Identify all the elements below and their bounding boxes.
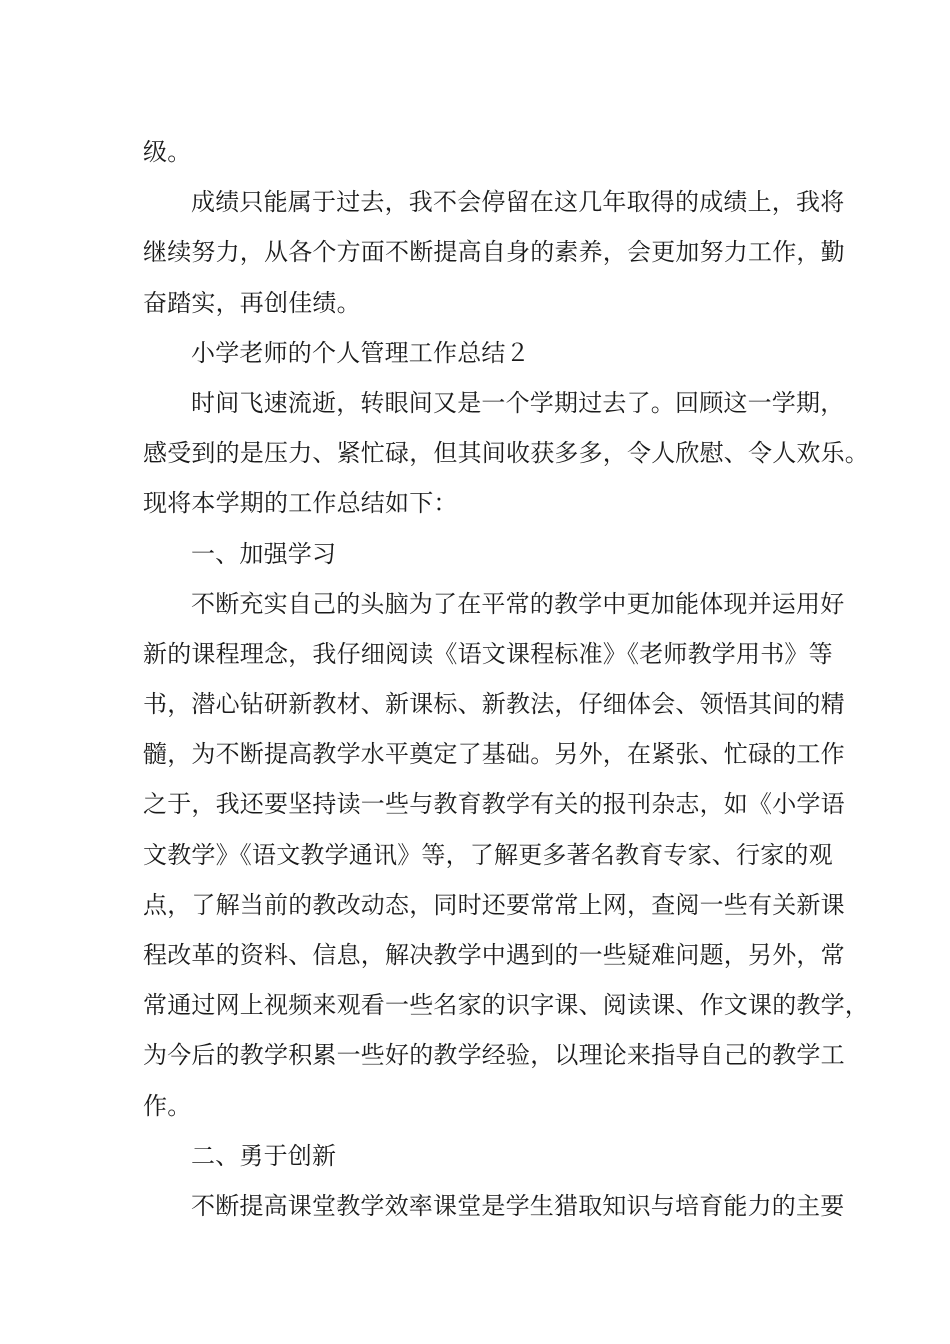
document-body — [143, 127, 869, 1231]
text-line: 不断充实自己的头脑为了在平常的教学中更加能体现并运用好 — [191, 589, 845, 618]
text-line: 级。 — [143, 138, 192, 166]
text-line: 书，潜心钻研新教材、新课标、新教法，仔细体会、领悟其间的精 — [143, 690, 845, 719]
text-line: 为今后的教学积累一些好的教学经验，以理论来指导自己的教学工 — [143, 1041, 845, 1070]
text-line: 作。 — [143, 1091, 192, 1120]
section-heading: 二、勇于创新 — [191, 1141, 337, 1170]
text-line: 时间飞速流逝，转眼间又是一个学期过去了。回顾这一学期， — [191, 388, 845, 417]
section-title: 小学老师的个人管理工作总结２ — [191, 338, 530, 367]
text-line: 文教学》《语文教学通讯》等，了解更多著名教育专家、行家的观 — [143, 840, 833, 869]
text-line: 新的课程理念，我仔细阅读《语文课程标准》《老师教学用书》等 — [143, 639, 833, 668]
text-line: 继续努力，从各个方面不断提高自身的素养，会更加努力工作，勤 — [143, 238, 845, 267]
text-line: 常通过网上视频来观看一些名家的识字课、阅读课、作文课的教学， — [143, 991, 869, 1020]
text-line: 奋踏实，再创佳绩。 — [143, 288, 361, 317]
text-line: 程改革的资料、信息，解决教学中遇到的一些疑难问题，另外，常 — [143, 941, 845, 969]
text-line: 点，了解当前的教改动态，同时还要常常上网，查阅一些有关新课 — [143, 890, 845, 919]
text-line: 髓，为不断提高教学水平奠定了基础。另外，在紧张、忙碌的工作 — [143, 740, 845, 769]
text-line: 感受到的是压力、紧忙碌，但其间收获多多，令人欣慰、令人欢乐。 — [143, 439, 869, 468]
text-line: 成绩只能属于过去，我不会停留在这几年取得的成绩上，我将 — [191, 188, 845, 217]
section-heading: 一、加强学习 — [191, 539, 337, 568]
text-line: 不断提高课堂教学效率课堂是学生猎取知识与培育能力的主要 — [191, 1191, 845, 1220]
text-line: 之于，我还要坚持读一些与教育教学有关的报刊杂志，如《小学语 — [143, 790, 845, 819]
text-line: 现将本学期的工作总结如下： — [143, 489, 458, 518]
